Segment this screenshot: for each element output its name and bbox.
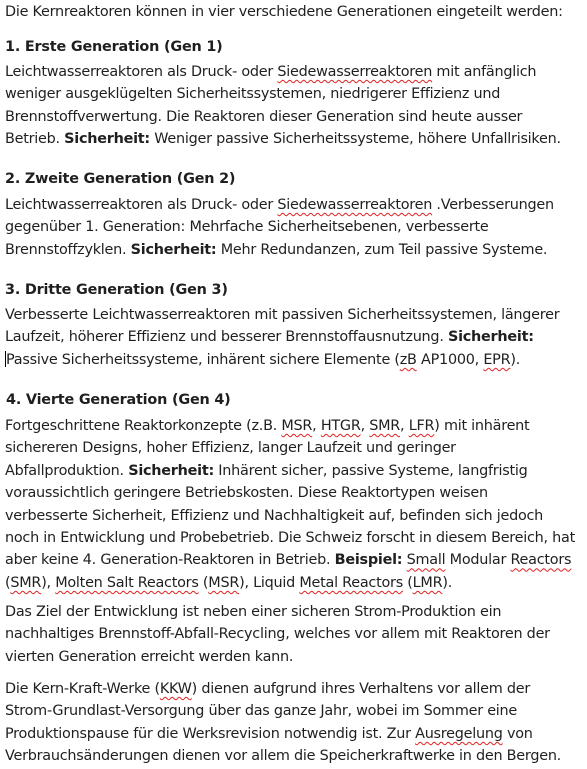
spelling-flag[interactable]: EPR (483, 351, 511, 368)
label-beispiel: Beispiel: (334, 552, 403, 569)
spelling-flag[interactable]: Ausregelung (415, 725, 503, 742)
spelling-flag[interactable]: MSR (208, 574, 240, 591)
paragraph-goal: Das Ziel der Entwicklung ist neben einer sicheren Strom-Produktion ein nachhaltiges Brennstoff-Abfall-Recycling, welches vor allem mit Reaktoren der vierten Generation erreicht werden kann. (5, 604, 550, 665)
spelling-flag[interactable]: Small (406, 552, 446, 569)
spelling-flag[interactable]: Siedewasserreaktoren (277, 197, 433, 213)
spelling-flag[interactable]: HTGR (320, 418, 361, 434)
label-sicherheit: Sicherheit: (128, 462, 214, 479)
heading-gen3: 3. Dritte Generation (Gen 3) (5, 282, 228, 298)
spelling-flag[interactable]: zB (399, 351, 417, 368)
paragraph-gen2: Leichtwasserreaktoren als Druck- oder Siedewasserreaktoren .Verbesserungen gegenüber 1. Generation: Mehrfache Sicherheitsebenen, verbesserte Brennstoffzyklen. Sicherheit: Mehr Redundanzen, zum Teil passive Systeme. (5, 197, 554, 258)
spelling-flag[interactable]: LFR (408, 418, 435, 434)
spelling-flag[interactable]: Siedewasserreaktoren (277, 64, 433, 80)
paragraph-kkw: Die Kern-Kraft-Werke (KKW) dienen aufgrund ihres Verhaltens vor allem der Strom-Grundlast-Versorgung über das ganze Jahr, wobei im Sommer eine Produktionspause für die Werksrevision notwendig ist. Zur Ausregelung von Verbrauchsänderungen dienen vor allem die Speicherkraftwerke in den Bergen. (5, 681, 562, 765)
heading-gen1: 1. Erste Generation (Gen 1) (5, 39, 223, 55)
paragraph-gen1: Leichtwasserreaktoren als Druck- oder Siedewasserreaktoren mit anfänglich weniger ausgeklügelten Sicherheitssystemen, niedrigerer Effizienz und Brennstoffverwertung. Die Reaktoren dieser Generation sind heute ausser Betrieb. Sicherheit: Weniger passive Sicherheitssysteme, höhere Unfallrisiken. (5, 64, 561, 148)
spelling-flag[interactable]: Metal Reactors (299, 574, 403, 591)
label-sicherheit: Sicherheit: (64, 131, 150, 148)
label-sicherheit: Sicherheit: (447, 329, 534, 346)
paragraph-gen4: Fortgeschrittene Reaktorkonzepte (z.B. MSR, HTGR, SMR, LFR) mit inhärent sichereren Designs, hoher Effizienz, langer Laufzeit und geringer Abfallproduktion. Sicherheit: Inhärent sicher, passive Systeme, langfristig voraussichtlich geringere Betriebskosten. Diese Reaktortypen weisen verbesserte Sicherheit, Effizienz und Nachhaltigkeit auf, befinden sich jedoch noch in Entwicklung und Probebetrieb. Die Schweiz forscht in diesem Bereich, hat aber keine 4. Generation-Reaktoren in Betrieb. Beispiel: Small Modular Reactors (SMR), Molten Salt Reactors (MSR), Liquid Metal Reactors (LMR). (5, 418, 576, 591)
spelling-flag[interactable]: Molten Salt Reactors (55, 574, 199, 591)
spelling-flag[interactable]: SMR (369, 418, 401, 434)
heading-gen4: 4. Vierte Generation (Gen 4) (6, 392, 231, 408)
spelling-flag[interactable]: MSR (281, 418, 313, 434)
spelling-flag[interactable]: Reactors (510, 552, 572, 569)
spelling-flag[interactable]: SMR (10, 574, 42, 591)
spelling-flag[interactable]: KKW (159, 681, 192, 697)
paragraph-gen3: Verbesserte Leichtwasserreaktoren mit passiven Sicherheitssystemen, längerer Laufzeit, höherer Effizienz und besserer Brennstoffausnutzung. Sicherheit: Passive Sicherheitssysteme, inhärent sichere Elemente (zB AP1000, EPR). (5, 307, 560, 368)
heading-gen2: 2. Zweite Generation (Gen 2) (5, 171, 236, 187)
label-sicherheit: Sicherheit: (130, 241, 217, 258)
intro-paragraph: Die Kernreaktoren können in vier verschiedene Generationen eingeteilt werden: (5, 4, 563, 20)
spelling-flag[interactable]: LMR (412, 574, 443, 591)
